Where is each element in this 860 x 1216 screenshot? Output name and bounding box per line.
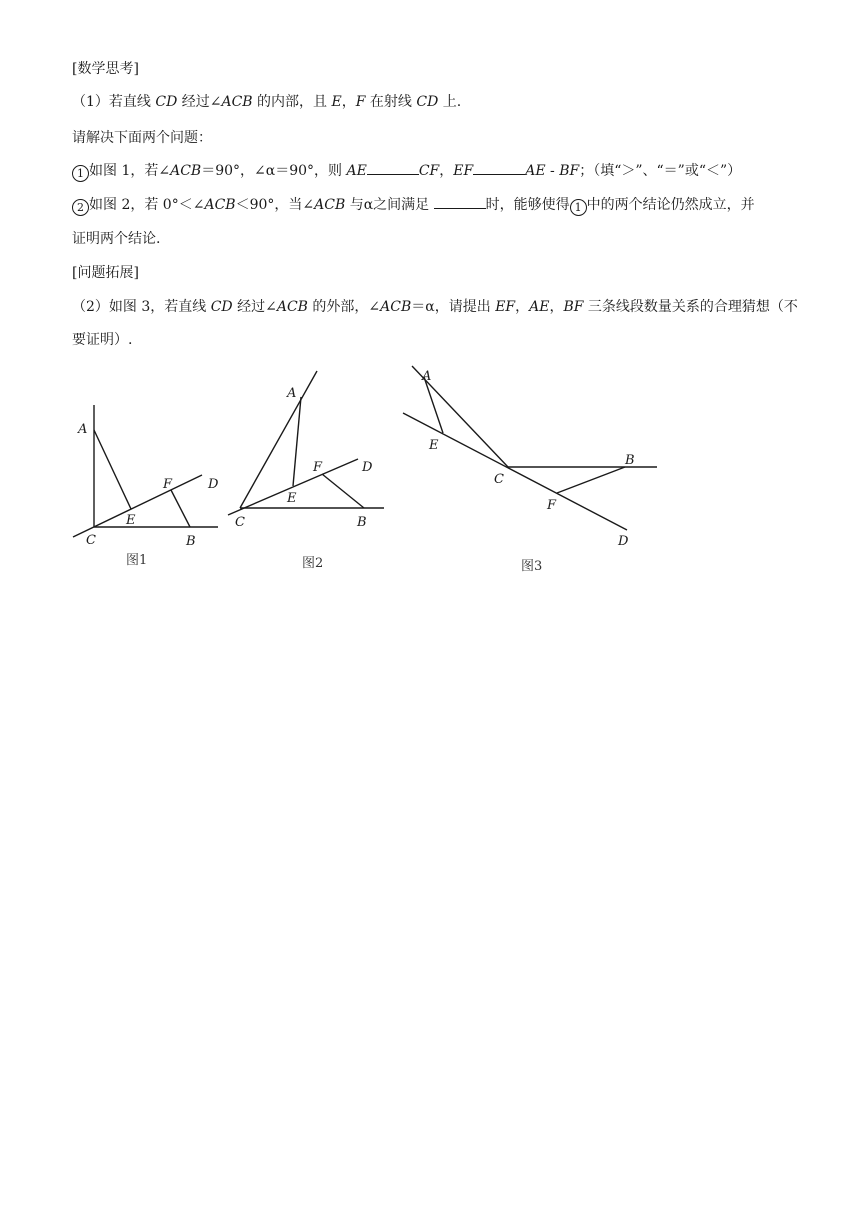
- fig1-segment-bf: [171, 490, 190, 527]
- p1-ef: EF: [453, 163, 474, 179]
- q2-text: ，: [549, 299, 564, 315]
- p2-acb: ACB: [314, 197, 346, 213]
- circled-number: 2: [72, 199, 89, 216]
- q2-acb: ACB: [276, 299, 308, 315]
- fig3-label-c: C: [494, 472, 504, 487]
- q1-f: F: [355, 94, 366, 110]
- q1-text: ，: [341, 94, 356, 110]
- fig3-segment-ae: [424, 377, 443, 433]
- fig2-line-ca: [240, 371, 317, 508]
- p1-text: ＝90°，∠α＝90°，则: [201, 163, 347, 179]
- fig2-label-d: D: [362, 460, 373, 475]
- fig3-label-e: E: [429, 438, 439, 453]
- p1-cf: CF: [418, 163, 440, 179]
- fig2-caption: 图2: [302, 556, 324, 571]
- p1-bf: BF: [559, 163, 580, 179]
- p2-acb: ACB: [204, 197, 236, 213]
- circled-number: 1: [72, 165, 89, 182]
- p1-text: 如图 1，若∠: [89, 163, 171, 179]
- fig3-label-d: D: [618, 534, 629, 549]
- figure-3: [403, 366, 657, 574]
- q1-text: 在射线: [365, 94, 417, 110]
- q1-text: （1）若直线: [72, 94, 156, 110]
- q1-cd: CD: [416, 94, 439, 110]
- fig3-line-cd: [403, 413, 627, 530]
- p2-text: 时，能够使得: [485, 197, 570, 213]
- fig1-label-d: D: [208, 477, 219, 492]
- p2-text: ＜90°，当∠: [235, 197, 315, 213]
- fig3-label-b: B: [625, 453, 635, 468]
- q2-text: 三条线段数量关系的合理猜想（不: [583, 299, 798, 315]
- figure-2: [228, 371, 384, 571]
- q1-acb: ACB: [221, 94, 253, 110]
- fig3-segment-bf: [557, 467, 625, 493]
- p2-text: 中的两个结论仍然成立，并: [586, 197, 755, 213]
- fig3-caption: 图3: [521, 559, 543, 574]
- fig3-label-a: A: [422, 369, 432, 384]
- q2-acb: ACB: [380, 299, 412, 315]
- fig2-label-c: C: [235, 515, 245, 530]
- q1-text: 上.: [438, 94, 462, 110]
- q2-text: ＝α，请提出: [411, 299, 496, 315]
- fig1-label-e: E: [126, 513, 136, 528]
- p2-text: 证明两个结论.: [72, 231, 161, 247]
- p1-ae: AE: [346, 163, 367, 179]
- q1-text: 经过∠: [177, 94, 222, 110]
- section-title-text: [问题拓展]: [72, 265, 139, 281]
- fig1-label-b: B: [186, 534, 196, 549]
- fig1-label-f: F: [163, 477, 173, 492]
- q2-text: 要证明）.: [72, 332, 133, 348]
- fig1-label-c: C: [86, 533, 96, 548]
- figure-1: [73, 405, 219, 568]
- solve-intro-text: 请解决下面两个问题：: [72, 130, 212, 146]
- p1-text: -: [545, 163, 560, 179]
- p2-text: 与α之间满足: [345, 197, 434, 213]
- p1-ae: AE: [525, 163, 546, 179]
- q1-text: 的内部，且: [252, 94, 332, 110]
- section-title-text: [数学思考]: [72, 61, 139, 77]
- q2-ae: AE: [529, 299, 550, 315]
- q2-cd: CD: [210, 299, 233, 315]
- p2-text: 如图 2，若 0°＜∠: [89, 197, 205, 213]
- fig1-segment-ae: [94, 430, 131, 509]
- q1-e: E: [331, 94, 342, 110]
- p1-text: ；（填“＞”、“＝”或“＜”）: [579, 163, 742, 179]
- fig1-label-a: A: [78, 422, 88, 437]
- fig2-label-b: B: [357, 515, 367, 530]
- q2-text: 经过∠: [232, 299, 277, 315]
- q2-text: （2）如图 3，若直线: [72, 299, 211, 315]
- p1-text: ，: [439, 163, 454, 179]
- circled-number: 1: [570, 199, 587, 216]
- q2-ef: EF: [495, 299, 516, 315]
- fig2-label-e: E: [287, 491, 297, 506]
- fig1-caption: 图1: [126, 553, 148, 568]
- fig2-label-f: F: [313, 460, 323, 475]
- q2-bf: BF: [563, 299, 584, 315]
- fig2-segment-bf: [322, 474, 364, 508]
- q2-text: ，: [515, 299, 530, 315]
- p1-acb: ACB: [170, 163, 202, 179]
- q2-text: 的外部，∠: [307, 299, 381, 315]
- fig3-label-f: F: [547, 498, 557, 513]
- q1-cd: CD: [155, 94, 178, 110]
- fig2-label-a: A: [287, 386, 297, 401]
